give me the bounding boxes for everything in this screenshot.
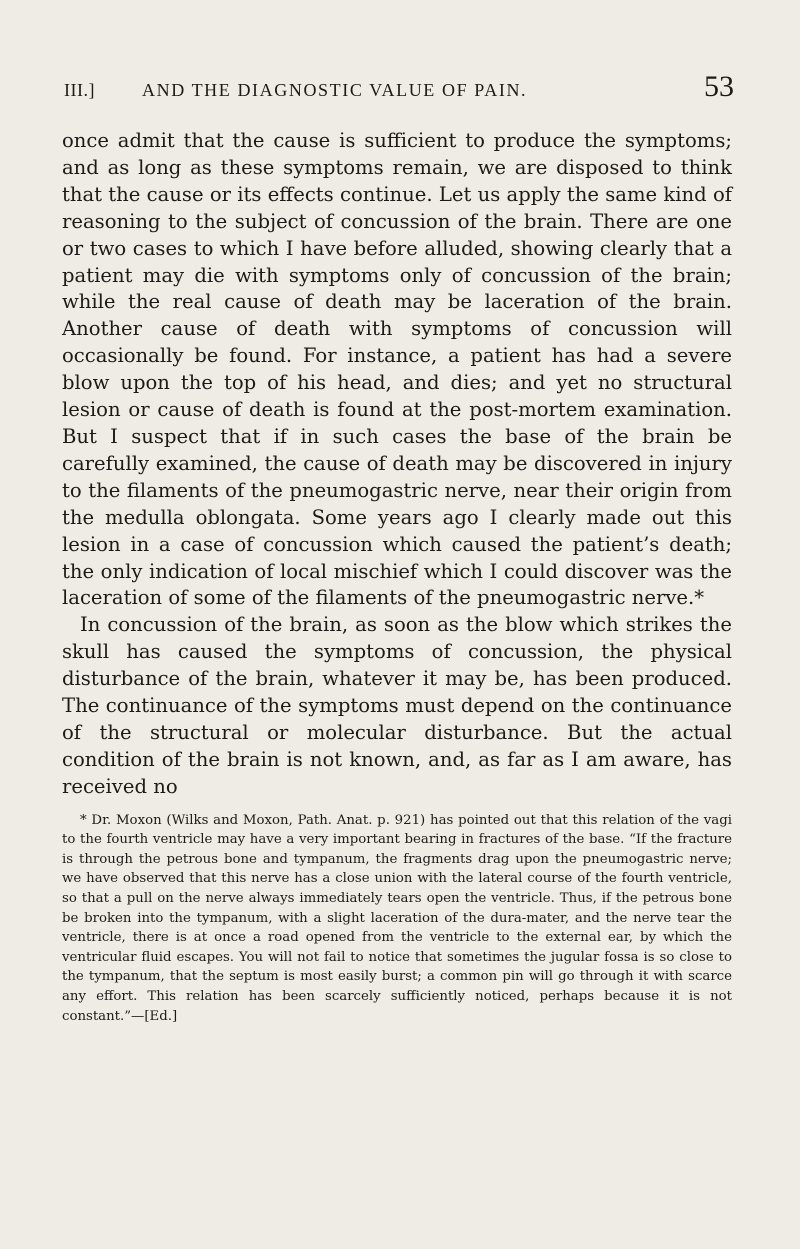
body-text (62, 128, 732, 801)
chapter-marker: III.] (64, 80, 95, 100)
book-page (62, 72, 732, 1026)
paragraph-2: In concussion of the brain, as soon as the blow which strikes the skull has caused the symptoms of concussion, the physical disturbance of the brain, whatever it may be, has been produced. The continuance of the symptoms must depend on the continuance of the structural or molecular disturbance. But the actual condition of the brain is not known, and, as far as I am aware, has received no (62, 613, 732, 798)
page-header (62, 72, 732, 108)
running-title: AND THE DIAGNOSTIC VALUE OF PAIN. (142, 80, 528, 100)
page-number: 53 (704, 70, 734, 103)
footnote: * Dr. Moxon (Wilks and Moxon, Path. Anat. p. 921) has pointed out that this relation of the vagi to the fourth ventricle may have a very important bearing in fractures of the base. “If the fracture is through the petrous bone and tympanum, the fragments drag upon the pneumogastric nerve; we have observed that this nerve has a close union with the lateral course of the fourth ventricle, so that a pull on the nerve always immediately tears open the ventricle. Thus, if the petrous bone be broken into the tympanum, with a slight laceration of the dura-mater, and the nerve tear the ventricle, there is at once a road opened from the ventricle to the external ear, by which the ventricular fluid escapes. You will not fail to notice that sometimes the jugular fossa is so close to the tympanum, that the septum is most easily burst; a common pin will go through it with scarce any effort. This relation has been scarcely sufficiently noticed, perhaps because it is not constant.”—[Ed.] (62, 812, 732, 1024)
paragraph-1: once admit that the cause is sufficient to produce the symptoms; and as long as these symptoms remain, we are disposed to think that the cause or its effects continue. Let us apply the same kind of reasoning to the subject of concussion of the brain. There are one or two cases to which I have before alluded, showing clearly that a patient may die with symptoms only of concussion of the brain; while the real cause of death may be laceration of the brain. Another cause of death with symptoms of concussion will occasionally be found. For instance, a patient has had a severe blow upon the top of his head, and dies; and yet no structural lesion or cause of death is found at the post-mortem examination. But I suspect that if in such cases the base of the brain be carefully examined, the cause of death may be discovered in injury to the filaments of the pneumogastric nerve, near their origin from the medulla oblongata. Some years ago I clearly made out this lesion in a case of concussion which caused the patient’s death; the only indication of local mischief which I could discover was the laceration of some of the filaments of the pneumogastric nerve.* (62, 129, 732, 610)
